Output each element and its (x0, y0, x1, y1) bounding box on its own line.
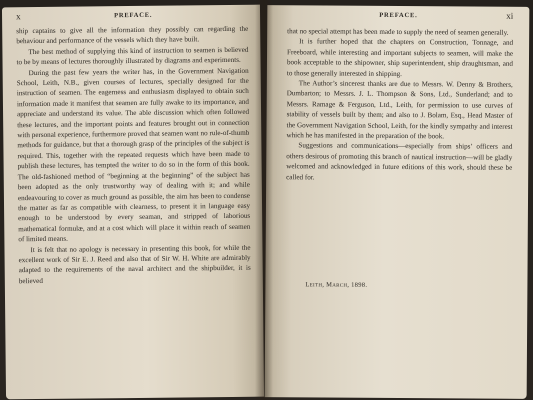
paragraph: Suggestions and communications—especially from ships’ officers and others desirous of promoting this branch of nautical instruction—will be gladly welcomed and acknowledged in future editions of this work, should these be called for. (286, 141, 513, 182)
running-head: PREFACE. (114, 11, 153, 20)
page-number: xi (506, 10, 514, 21)
signature-line: Leith, March, 1898. (305, 281, 368, 289)
body-text (16, 24, 251, 287)
paragraph: It is felt that no apology is necessary in presenting this book, for while the excellent work of Sir E. J. Reed and also that of Sir W. H. White are admirably adapted to the requirements of the naval architect and the shipbuilder, it is believed (18, 243, 251, 285)
body-text (286, 26, 513, 184)
book-gutter (255, 0, 273, 400)
left-page (2, 5, 264, 400)
page-number: x (15, 11, 21, 22)
paragraph: During the past few years the writer has, in the Government Navigation School, Leith, N.B., given courses of lectures, specially designed for the instruction of seamen. The eagerness and enthusiasm displayed to obtain such information made it manifest that seamen are fully awake to its importance, and appreciate and understand its value. The able discussion which often followed these lectures, and the important points and features brought out in connection with personal experience, furthermore proved that seamen want no rule-of-thumb methods for guidance, but that a thorough grasp of the principles of the subject is required. This, together with the repeated requests which have been made to publish these lectures, has tempted the writer to do so in the form of this book. The old-fashioned method of “beginning at the beginning” of the subject has been adopted as the only trustworthy way of dealing with it; and while endeavouring to cover as much ground as possible, the aim has been to condense the matter as far as compatible with clearness, to present it in language easy enough to be understood by every seaman, and stripped of laborious mathematical formulæ, and at a cost which will place it within reach of seamen of limited means. (16, 66, 251, 244)
right-page (265, 5, 530, 399)
paragraph: The Author’s sincerest thanks are due to Messrs. W. Denny & Brothers, Dumbarton; to Messrs. J. L. Thompson & Sons, Ltd., Sunderland; and to Messrs. Ramage & Ferguson, Ltd., Leith, for permission to use curves of stability of vessels built by them; and also to J. Bolam, Esq., Head Master of the Government Navigation School, Leith, for the kindly sympathy and interest which he has manifested in the preparation of the book. (286, 79, 513, 141)
running-head: PREFACE. (379, 11, 418, 20)
paragraph: It is further hoped that the chapters on Construction, Tonnage, and Freeboard, while interesting and important subjects to seamen, will make the book acceptable to the shipowner, ship superintendent, ship draughtsman, and to those generally interested in shipping. (286, 37, 514, 78)
paragraph: The best method of supplying this kind of instruction to seamen is believed to be by means of lectures thoroughly illustrated by diagrams and experiments. (16, 45, 249, 67)
paragraph: ship captains to give all the information they possibly can regarding the behaviour and performance of the vessels which they have built. (16, 24, 249, 46)
paragraph: that no special attempt has been made to supply the need of seamen generally. (287, 27, 509, 37)
